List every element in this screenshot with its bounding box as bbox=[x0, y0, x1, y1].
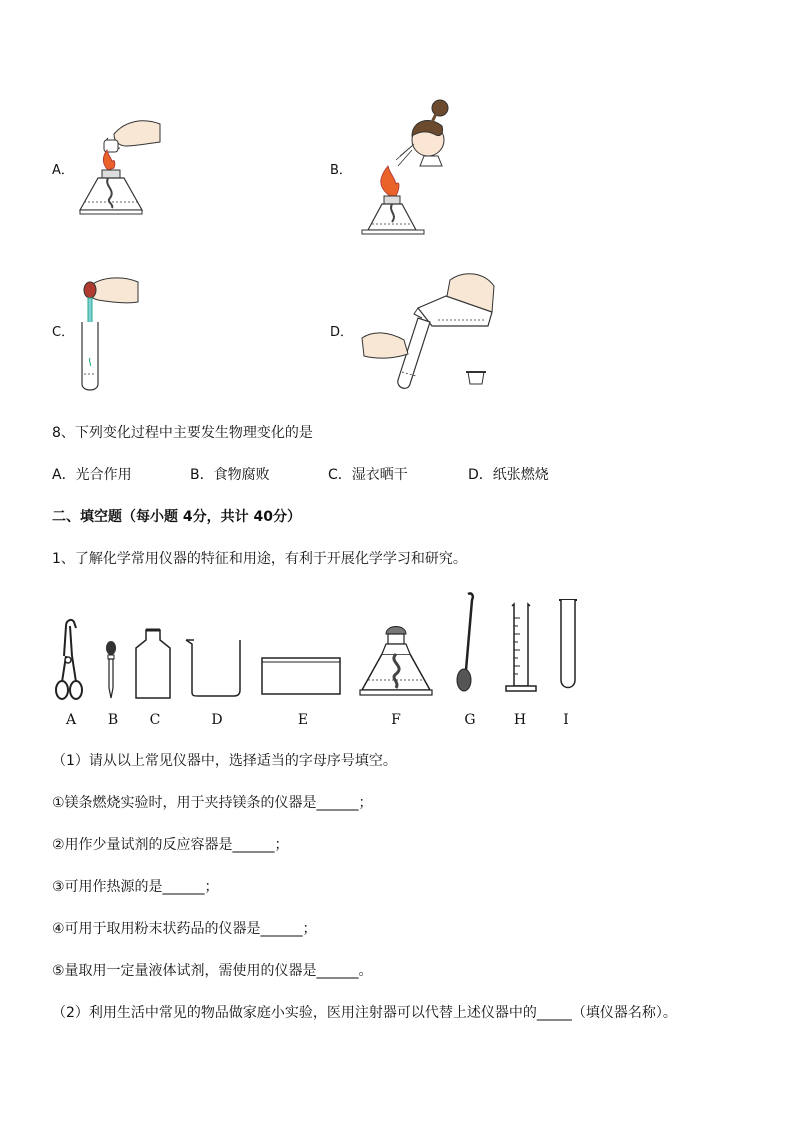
q8-option-c: C．湿衣晒干 bbox=[328, 467, 408, 483]
beaker-icon bbox=[184, 636, 244, 698]
instrument-label-a: A bbox=[65, 712, 77, 728]
crucible-tongs-icon bbox=[54, 616, 88, 702]
instrument-label-b: B bbox=[107, 712, 119, 728]
instrument-label-e: E bbox=[297, 712, 309, 728]
q1-item-3: ③可用作热源的是______； bbox=[52, 879, 219, 895]
q1-item-1: ①镁条燃烧实验时，用于夹持镁条的仪器是______； bbox=[52, 795, 373, 811]
q1-part1: （1）请从以上常见仪器中，选择适当的字母序号填空。 bbox=[52, 753, 397, 769]
instrument-label-g: G bbox=[464, 712, 476, 728]
section-heading: 二、填空题（每小题 4分，共计 40分） bbox=[52, 509, 301, 525]
q8-stem: 8、下列变化过程中主要发生物理变化的是 bbox=[52, 425, 313, 441]
option-b-label: B． bbox=[330, 163, 352, 178]
pouring-liquid-illustration bbox=[360, 268, 500, 398]
instrument-label-f: F bbox=[391, 712, 401, 728]
evaporating-dish-icon bbox=[260, 654, 344, 698]
q8-option-d: D．纸张燃烧 bbox=[468, 467, 549, 483]
q1-item-4: ④可用于取用粉末状药品的仪器是______； bbox=[52, 921, 317, 937]
reagent-bottle-icon bbox=[134, 628, 172, 700]
test-tube-icon bbox=[556, 598, 580, 692]
alcohol-lamp-icon bbox=[358, 618, 434, 698]
q8-option-a: A．光合作用 bbox=[52, 467, 132, 483]
q1-item-5: ⑤量取用一定量液体试剂，需使用的仪器是______。 bbox=[52, 963, 373, 979]
instrument-label-d: D bbox=[211, 712, 223, 728]
graduated-cylinder-icon bbox=[504, 602, 538, 694]
q1-stem: 1、了解化学常用仪器的特征和用途，有利于开展化学学习和研究。 bbox=[52, 551, 467, 567]
q1-part2: （2）利用生活中常见的物品做家庭小实验，医用注射器可以代替上述仪器中的_____（填仪器名称）。 bbox=[52, 1005, 677, 1021]
instrument-label-c: C bbox=[149, 712, 161, 728]
dropper-in-tube-illustration bbox=[76, 272, 146, 392]
dropper-icon bbox=[104, 640, 118, 702]
option-a-label: A． bbox=[52, 163, 74, 178]
option-c-label: C． bbox=[52, 325, 75, 340]
lamp-cap-illustration bbox=[74, 112, 164, 222]
q1-item-2: ②用作少量试剂的反应容器是______； bbox=[52, 837, 289, 853]
medicine-spoon-icon bbox=[454, 590, 478, 694]
q8-option-b: B．食物腐败 bbox=[190, 467, 270, 483]
blowing-out-lamp-illustration bbox=[360, 100, 470, 240]
option-d-label: D． bbox=[330, 325, 354, 340]
instrument-label-h: H bbox=[513, 712, 527, 728]
instrument-label-i: I bbox=[563, 712, 569, 728]
